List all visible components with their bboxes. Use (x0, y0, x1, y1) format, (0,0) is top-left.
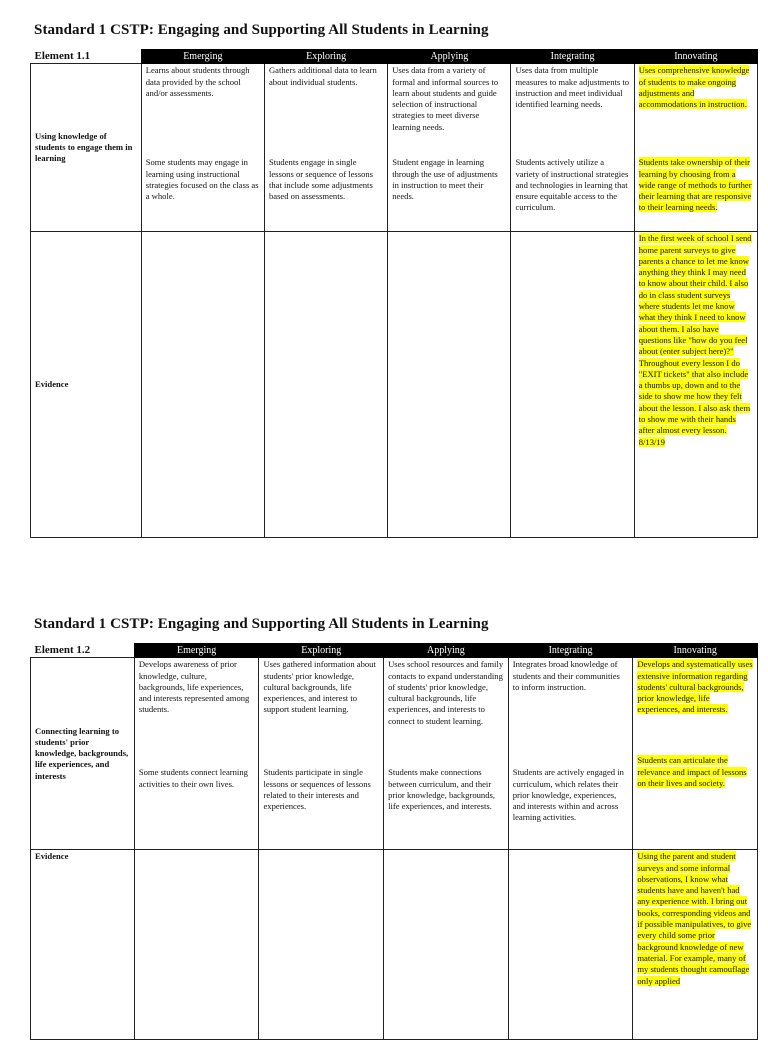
level-header: Emerging (134, 644, 259, 658)
rubric-cell-highlighted (634, 64, 757, 232)
evidence-label: Evidence (31, 232, 142, 538)
rubric-cell: Uses data from a variety of formal and informal sources to learn about students and guide selection of instructional strategies to meet diverse learning needs. Student engage in learning through the use of adjustments in instruction to meet their needs. (388, 64, 511, 232)
level-header: Exploring (264, 50, 387, 64)
evidence-cell (634, 232, 757, 538)
section-element-1-2 (30, 616, 758, 1040)
evidence-cell (141, 232, 264, 538)
rubric-table (30, 643, 758, 1040)
rubric-cell: Learns about students through data provided by the school and/or assessments. Some students may engage in learning using instructional strategies focused on the class as a whole. (141, 64, 264, 232)
highlighted-text: Develops and systematically uses extensive information regarding students' cultural backgrounds, prior knowledge, life experiences, and interests. (637, 659, 753, 715)
level-header: Integrating (508, 644, 633, 658)
element-label: Element 1.2 (34, 643, 91, 656)
table-header-row (31, 644, 758, 658)
evidence-cell (259, 850, 384, 1040)
row-label: Using knowledge of students to engage them in learning (31, 64, 142, 232)
evidence-label: Evidence (31, 850, 135, 1040)
evidence-cell (264, 232, 387, 538)
evidence-cell (508, 850, 633, 1040)
evidence-date: 8/13/19 (638, 436, 665, 447)
rubric-cell: Uses gathered information about students' prior knowledge, cultural backgrounds, life experiences, and interest to support student learning. Students participate in single lessons or sequences of lessons related to their interests and experiences. (259, 658, 384, 850)
evidence-cell (384, 850, 509, 1040)
evidence-cell (511, 232, 634, 538)
section-element-1-1 (30, 22, 758, 538)
rubric-cell: Uses school resources and family contacts to expand understanding of students' prior knowledge, cultural backgrounds, life experiences, and interests to connect to student learning. Students make connections between curriculum, and their prior knowledge, backgrounds, life experiences, and interests. (384, 658, 509, 850)
evidence-cell (633, 850, 758, 1040)
rubric-cell-highlighted (633, 658, 758, 850)
level-header: Innovating (633, 644, 758, 658)
highlighted-text: Uses comprehensive knowledge of students to make ongoing adjustments and accommodations in instruction. (638, 65, 750, 110)
level-header: Exploring (259, 644, 384, 658)
level-header: Emerging (141, 50, 264, 64)
highlighted-text: Students take ownership of their learning by choosing from a wide range of methods to further their learning that are responsive to their learning needs. (638, 157, 752, 213)
rubric-cell: Gathers additional data to learn about individual students. Students engage in single lessons or sequence of lessons that include some adjustments based on assessments. (264, 64, 387, 232)
element-label: Element 1.1 (34, 49, 91, 62)
rubric-cell: Uses data from multiple measures to make adjustments to instruction and meet individual identified learning needs. Students actively utilize a variety of instructional strategies and technologies in learning that ensure equitable access to the curriculum. (511, 64, 634, 232)
highlighted-text: Students can articulate the relevance and impact of lessons on their lives and society. (637, 755, 747, 788)
row-label: Connecting learning to students' prior knowledge, backgrounds, life experiences, and interests (31, 658, 135, 850)
evidence-row (31, 232, 758, 538)
section-title: Standard 1 CSTP: Engaging and Supporting All Students in Learning (34, 616, 489, 632)
evidence-row (31, 850, 758, 1040)
table-row (31, 658, 758, 850)
rubric-table (30, 49, 758, 538)
rubric-cell: Develops awareness of prior knowledge, culture, backgrounds, life experiences, and interests represented among students. Some students connect learning activities to their own lives. (134, 658, 259, 850)
evidence-text: Using the parent and student surveys and some informal observations, I know what students have and haven't had any experience with. I bring out books, corresponding videos and if possible manipulatives, to give every child some prior background knowledge of new material. For example, many of my students thought camouflage only applied (637, 851, 752, 986)
table-header-row (31, 50, 758, 64)
level-header: Integrating (511, 50, 634, 64)
level-header: Applying (384, 644, 509, 658)
evidence-cell (134, 850, 259, 1040)
table-row (31, 64, 758, 232)
evidence-text: In the first week of school I send home parent surveys to give parents a chance to let me know anything they think I may need to know about their child. I also do in class student surveys where students let me know what they think I need to know about them. I also have questions like "how do you feel about (enter subject here)?" Throughout every lesson I do "EXIT tickets" that also include a thumbs up, down and to the side to show me how they felt about the lesson. I also ask them to show me with their hands after almost every lesson. (638, 233, 752, 436)
rubric-cell: Integrates broad knowledge of students and their communities to inform instruction. Students are actively engaged in curriculum, which relates their prior knowledge, experiences, and interests within and across learning activities. (508, 658, 633, 850)
section-title: Standard 1 CSTP: Engaging and Supporting All Students in Learning (34, 22, 489, 38)
level-header: Innovating (634, 50, 757, 64)
evidence-cell (388, 232, 511, 538)
level-header: Applying (388, 50, 511, 64)
